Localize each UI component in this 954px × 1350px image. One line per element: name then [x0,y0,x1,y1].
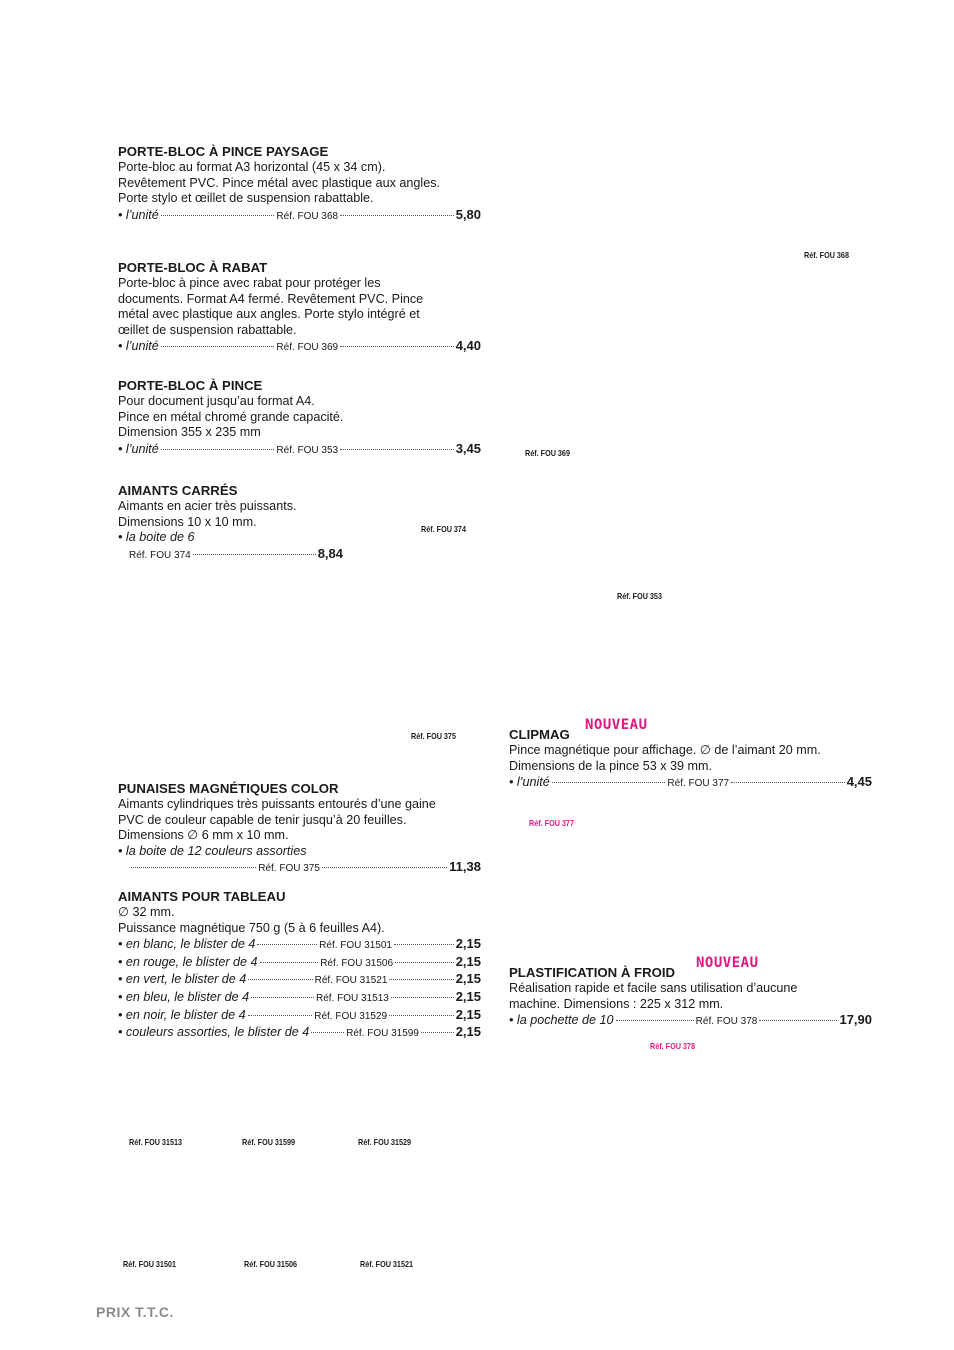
ref-code: Réf. FOU 31501 [319,940,392,952]
price-label: • en vert, le blister de 4 [118,972,247,987]
product-fou378 [509,965,872,1030]
price-row [118,338,481,356]
dot-leader [421,1032,454,1033]
price-value: 4,45 [846,774,872,790]
dot-leader [552,782,666,783]
product-title: PLASTIFICATION À FROID [509,965,676,980]
product-fou368 [118,144,481,224]
dot-leader [394,944,454,945]
price-value: 2,15 [455,953,481,969]
dot-leader [161,215,275,216]
product-aimants-tableau [118,889,481,1042]
dot-leader [389,1015,454,1016]
product-desc-line: métal avec plastique aux angles. Porte stylo intégré et [118,307,420,322]
product-desc-line: machine. Dimensions : 225 x 312 mm. [509,996,724,1011]
product-desc-line: Dimension 355 x 235 mm [118,425,261,440]
product-title: PORTE-BLOC À PINCE [118,378,263,393]
dot-leader [391,997,454,998]
product-desc-line: œillet de suspension rabattable. [118,322,297,337]
dot-leader [616,1020,694,1021]
dot-leader [389,979,453,980]
dot-leader [322,867,447,868]
dot-leader [759,1020,837,1021]
ref-code: Réf. FOU 31599 [346,1028,419,1040]
photo-caption: Réf. FOU 31521 [360,1259,414,1269]
price-label: • l’unité [118,207,159,222]
product-fou375 [118,781,481,877]
dot-leader [395,962,454,963]
price-label: • la pochette de 10 [509,1013,614,1028]
dot-leader [340,346,454,347]
price-note-footer: PRIX T.T.C. [96,1304,174,1320]
price-row [118,859,481,877]
price-row [118,441,481,459]
price-value: 2,15 [455,936,481,952]
photo-caption: Réf. FOU 31513 [129,1137,183,1147]
photo-caption: Réf. FOU 31529 [358,1137,412,1147]
price-row [118,1007,481,1025]
price-value: 3,45 [455,440,481,456]
photo-caption: Réf. FOU 377 [529,818,574,828]
price-value: 2,15 [455,971,481,987]
dot-leader [260,962,319,963]
product-desc-line: Réalisation rapide et facile sans utilisation d’aucune [509,981,798,995]
product-desc-line: Pince en métal chromé grande capacité. [118,409,344,424]
product-fou369 [118,260,481,356]
product-desc-line: Dimensions ∅ 6 mm x 10 mm. [118,828,289,843]
price-row [118,971,481,989]
ref-code: Réf. FOU 31529 [314,1010,388,1022]
price-value: 8,84 [317,545,343,561]
dot-leader [161,449,275,450]
product-desc-line: ∅ 32 mm. [118,905,175,919]
price-value: 2,15 [455,1024,481,1040]
dot-leader [248,1015,313,1016]
price-label: • la boite de 6 [118,530,195,545]
product-fou374 [118,483,343,563]
product-fou377 [509,727,872,792]
ref-code: Réf. FOU 31506 [320,957,394,969]
price-row [118,207,481,225]
product-title: PORTE-BLOC À PINCE PAYSAGE [118,144,329,159]
product-title: PORTE-BLOC À RABAT [118,260,268,275]
price-label: • couleurs assorties, le blister de 4 [118,1025,310,1040]
ref-code: Réf. FOU 368 [276,210,339,222]
price-row [509,1012,872,1030]
product-title: AIMANTS POUR TABLEAU [118,889,286,904]
photo-caption: Réf. FOU 378 [650,1041,695,1051]
price-row [118,1024,481,1042]
ref-code: Réf. FOU 369 [276,342,339,354]
product-desc-line: Aimants cylindriques très puissants entourés d’une gaine [118,797,436,811]
price-label: • en blanc, le blister de 4 [118,937,256,952]
product-desc-line: Pince magnétique pour affichage. ∅ de l’aimant 20 mm. [509,743,821,757]
dot-leader [731,782,845,783]
product-desc-line: Puissance magnétique 750 g (5 à 6 feuilles A4). [118,920,385,935]
price-row [118,954,481,972]
product-desc-line: Dimensions de la pince 53 x 39 mm. [509,758,712,773]
photo-caption: Réf. FOU 31501 [123,1259,177,1269]
ref-code: Réf. FOU 353 [276,444,339,456]
ref-code: Réf. FOU 31513 [316,992,389,1004]
new-badge: NOUVEAU [585,717,648,733]
ref-code: Réf. FOU 378 [695,1016,758,1028]
dot-leader [340,215,454,216]
photo-caption: Réf. FOU 31599 [242,1137,296,1147]
product-desc-line: Porte stylo et œillet de suspension rabattable. [118,191,374,206]
price-value: 17,90 [839,1012,873,1028]
price-value: 11,38 [449,859,481,875]
product-desc-line: Dimensions 10 x 10 mm. [118,514,257,529]
photo-caption: Réf. FOU 353 [617,591,662,601]
product-desc-line: Porte-bloc à pince avec rabat pour protéger les [118,276,381,290]
dot-leader [257,944,317,945]
ref-code: Réf. FOU 377 [667,778,730,790]
photo-caption: Réf. FOU 31506 [244,1259,298,1269]
price-value: 2,15 [455,988,482,1004]
price-label: • en rouge, le blister de 4 [118,954,258,969]
dot-leader [340,449,454,450]
price-label: • en bleu, le blister de 4 [118,989,250,1004]
price-label: • l’unité [509,775,550,790]
dot-leader [251,997,314,998]
product-title: PUNAISES MAGNÉTIQUES COLOR [118,781,339,796]
price-label: • la boite de 12 couleurs assorties [118,843,307,858]
price-label: • l’unité [118,441,159,456]
ref-code: Réf. FOU 374 [129,549,191,561]
dot-leader [248,979,312,980]
product-desc-line: Revêtement PVC. Pince métal avec plastique aux angles. [118,175,441,190]
product-fou353 [118,378,481,458]
photo-caption: Réf. FOU 368 [804,250,849,260]
dot-leader [193,554,316,555]
ref-code: Réf. FOU 31521 [314,975,388,987]
product-desc-line: documents. Format A4 fermé. Revêtement PVC. Pince [118,291,424,306]
price-row [118,989,481,1007]
price-value: 4,40 [455,338,481,354]
product-title: CLIPMAG [509,727,570,742]
dot-leader [161,346,275,347]
price-row [118,936,481,954]
photo-caption: Réf. FOU 375 [411,731,456,741]
product-desc-line: Porte-bloc au format A3 horizontal (45 x 34 cm). [118,160,386,174]
product-desc-line: Aimants en acier très puissants. [118,499,297,513]
ref-code: Réf. FOU 375 [258,863,320,875]
price-row [118,546,343,564]
product-desc-line: PVC de couleur capable de tenir jusqu’à 20 feuilles. [118,812,407,827]
price-value: 2,15 [455,1006,481,1022]
price-row [509,774,872,792]
price-label: • en noir, le blister de 4 [118,1007,246,1022]
product-desc-line: Pour document jusqu’au format A4. [118,394,315,408]
price-value: 5,80 [455,206,481,222]
product-title: AIMANTS CARRÉS [118,483,238,498]
new-badge: NOUVEAU [696,955,759,971]
photo-caption: Réf. FOU 369 [525,448,570,458]
price-label: • l’unité [118,339,159,354]
photo-caption: Réf. FOU 374 [421,524,466,534]
dot-leader [311,1032,344,1033]
dot-leader [131,867,256,868]
